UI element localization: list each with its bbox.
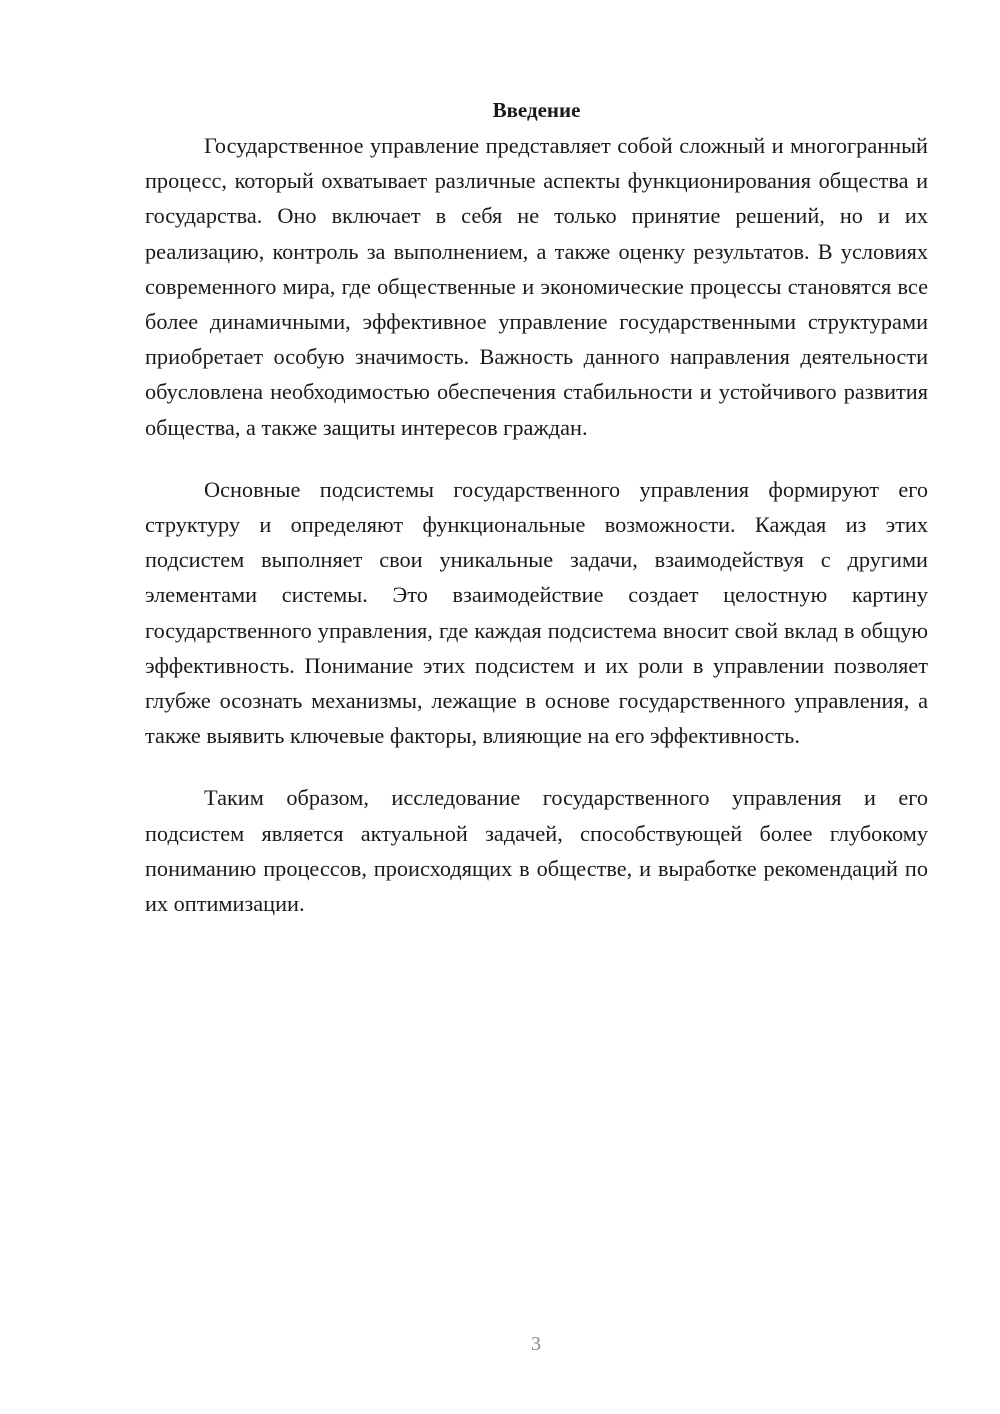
section-heading: Введение xyxy=(492,98,581,122)
paragraph-2: Основные подсистемы государственного управления формируют его структуру и определяют функциональные возможности. Каждая из этих подсистем выполняет свои уникальные задачи, взаимодействуя с другими элементами системы. Это взаимодействие создает целостную картину государственного управления, где каждая подсистема вносит свой вклад в общую эффективность. Понимание этих подсистем и их роли в управлении позволяет глубже осознать механизмы, лежащие в основе государственного управления, а также выявить ключевые факторы, влияющие на его эффективность. xyxy=(145,476,928,749)
page-number: 3 xyxy=(531,1333,541,1355)
page-content xyxy=(145,93,928,921)
paragraph-3: Таким образом, исследование государственного управления и его подсистем является актуальной задачей, способствующей более глубокому пониманию процессов, происходящих в обществе, и выработке рекомендаций по их оптимизации. xyxy=(145,785,928,917)
paragraph-1: Государственное управление представляет собой сложный и многогранный процесс, который охватывает различные аспекты функционирования общества и государства. Оно включает в себя не только принятие решений, но и их реализацию, контроль за выполнением, а также оценку результатов. В условиях современного мира, где общественные и экономические процессы становятся все более динамичными, эффективное управление государственными структурами приобретает особую значимость. Важность данного направления деятельности обусловлена необходимостью обеспечения стабильности и устойчивого развития общества, а также защиты интересов граждан. xyxy=(145,133,928,440)
